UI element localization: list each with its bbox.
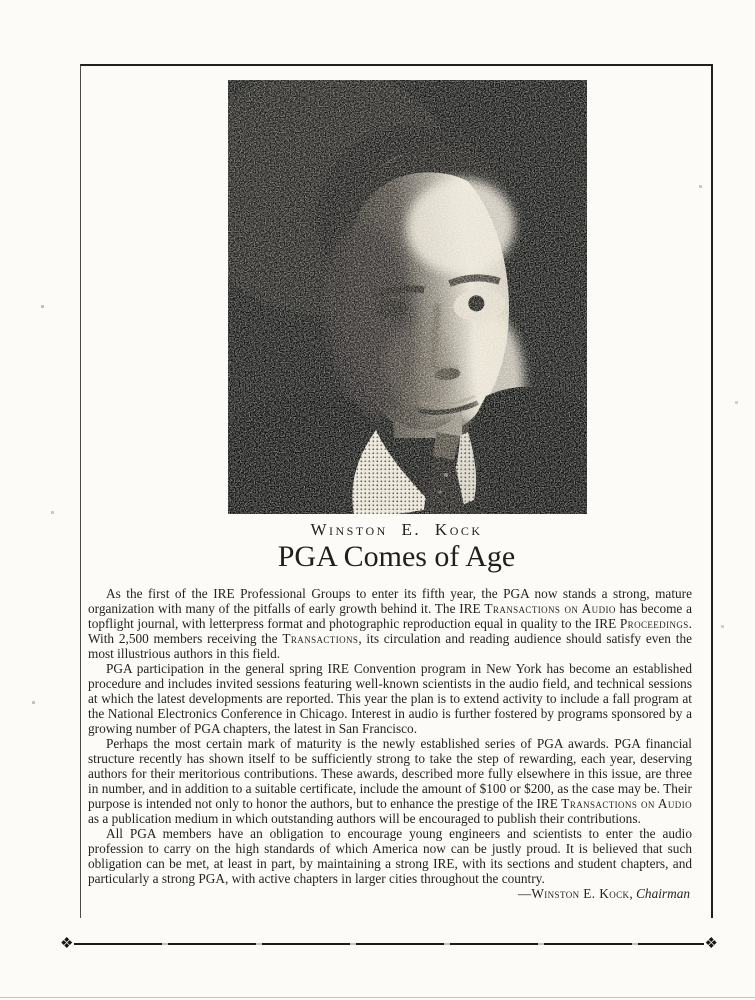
body-paragraph: As the first of the IRE Professional Groups to enter its fifth year, the PGA now stands a strong, mature organization with many of the pitfalls of early growth behind it. The IRE Transactions on Audio has become a topflight journal, with letterpress format and photographic reproduction equal in quality to the IRE Proceedings. With 2,500 members receiving the Transactions, its circulation and reading audience should satisfy even the most illustrious authors in this field. — [88, 586, 692, 661]
diamond-ornament-right-icon: ❖ — [704, 935, 718, 952]
portrait-photo — [228, 80, 587, 514]
scan-edge-line — [0, 997, 755, 998]
article-title: PGA Comes of Age — [277, 540, 516, 573]
footer-ornament-rule — [60, 934, 718, 954]
photo-caption: Winston E. Kock — [310, 520, 483, 539]
body-paragraph: Perhaps the most certain mark of maturity is the newly established series of PGA awards. PGA financial structure recently has shown itself to be sufficiently strong to take the step of rewarding, each year, deserving authors for their meritorious contributions. These awards, described more fully elsewhere in this issue, are three in number, and in addition to a suitable certificate, include the amount of $100 or $200, as the case may be. Their purpose is intended not only to honor the authors, but to enhance the prestige of the IRE Transactions on Audio as a publication medium in which outstanding authors will be encouraged to publish their contributions. — [88, 736, 692, 826]
diamond-ornament-left-icon: ❖ — [60, 935, 74, 952]
body-paragraph: All PGA members have an obligation to encourage young engineers and scientists to enter the audio profession to carry on the high standards of which America now can be justly proud. It is believed that such obligation can be met, at least in part, by maintaining a strong IRE, with its sections and student chapters, and particularly a strong PGA, with active chapters in larger cities throughout the country. — [88, 826, 692, 886]
paper-specks — [0, 0, 1, 1]
rule-line — [74, 943, 703, 945]
article-body — [88, 586, 692, 901]
body-paragraph: PGA participation in the general spring IRE Convention program in New York has become an established procedure and includes invited sessions featuring well-known scientists in the audio field, and technical sessions at which the latest developments are reported. This year the plan is to extend activity to include a fall program at the National Electronics Conference in Chicago. Interest in audio is further fostered by programs sponsored by a growing number of PGA chapters, the latest in San Francisco. — [88, 661, 692, 736]
signature-line: —Winston E. Kock, Chairman — [518, 886, 690, 901]
